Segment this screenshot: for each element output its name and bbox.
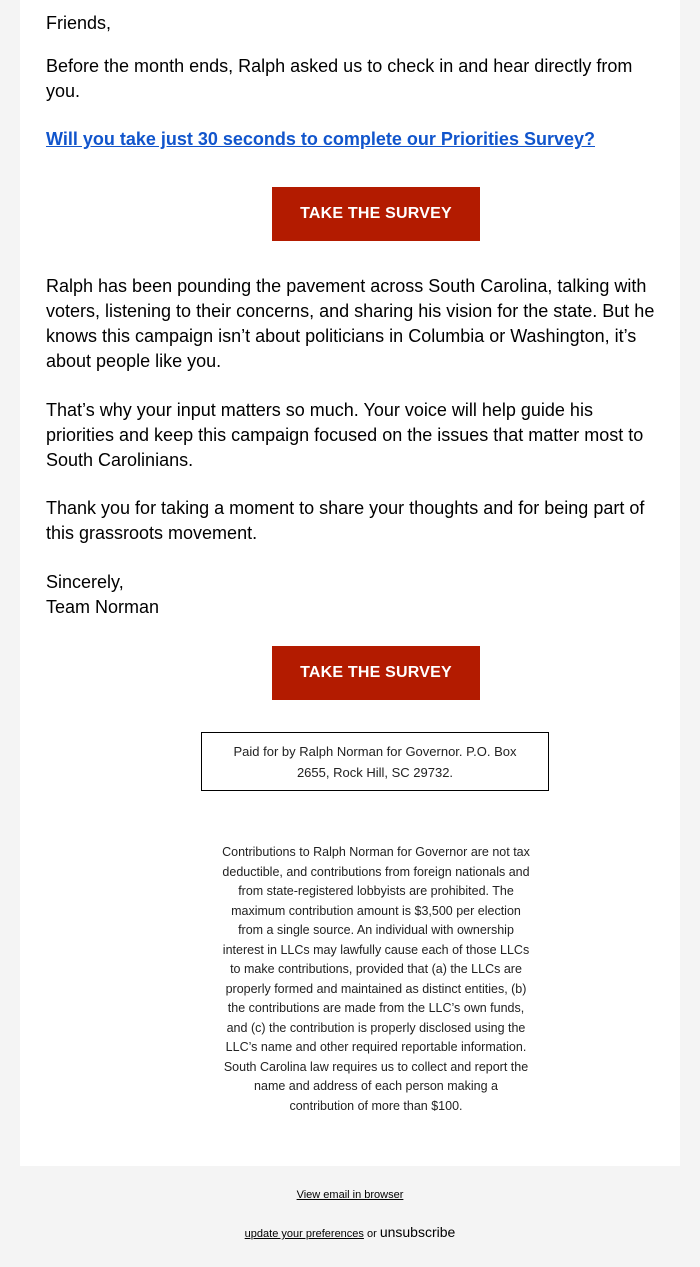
signature: Team Norman: [46, 597, 160, 617]
greeting: Friends,: [46, 13, 112, 33]
footer-preferences: [0, 1224, 700, 1240]
signoff: Sincerely,: [46, 572, 124, 592]
unsubscribe-link[interactable]: unsubscribe: [379, 1224, 456, 1240]
body-paragraph-3: Thank you for taking a moment to share your thoughts and for being part of this grassroots movement.: [46, 498, 645, 543]
paid-for-text: Paid for by Ralph Norman for Governor. P.O. Box 2655, Rock Hill, SC 29732.: [233, 743, 517, 780]
survey-link[interactable]: Will you take just 30 seconds to complete our Priorities Survey?: [46, 129, 595, 149]
intro-paragraph: Before the month ends, Ralph asked us to check in and hear directly from you.: [46, 56, 633, 101]
paid-for-disclaimer: [201, 732, 549, 791]
body-paragraph-1: Ralph has been pounding the pavement across South Carolina, talking with voters, listening to their concerns, and sharing his vision for the state. But he knows this campaign isn’t about politicians in Columbia or Washington, it’s about people like you.: [46, 276, 655, 371]
footer-view-browser: [0, 1189, 700, 1201]
take-survey-button-bottom[interactable]: TAKE THE SURVEY: [272, 646, 480, 700]
or-text: or: [363, 1228, 380, 1240]
view-in-browser-link[interactable]: View email in browser: [296, 1189, 404, 1201]
body-paragraph-2: That’s why your input matters so much. Your voice will help guide his priorities and keep this campaign focused on the issues that matter most to South Carolinians.: [46, 400, 644, 470]
contribution-disclaimer: Contributions to Ralph Norman for Governor are not tax deductible, and contributions from foreign nationals and from state-registered lobbyists are prohibited. The maximum contribution amount is $3,500 per election from a single source. An individual with ownership interest in LLCs may lawfully cause each of those LLCs to make contributions, provided that (a) the LLCs are properly formed and maintained as distinct entities, (b) the contributions are made from the LLC’s own funds, and (c) the contribution is properly disclosed using the LLC’s name and other required reportable information. South Carolina law requires us to collect and report the name and address of each person making a contribution of more than $100.: [222, 845, 530, 1113]
signoff-block: [46, 570, 656, 620]
survey-link-container: [46, 127, 656, 152]
update-preferences-link[interactable]: update your preferences: [244, 1228, 364, 1240]
email-card: [20, 0, 680, 1166]
take-survey-button[interactable]: TAKE THE SURVEY: [272, 187, 480, 241]
